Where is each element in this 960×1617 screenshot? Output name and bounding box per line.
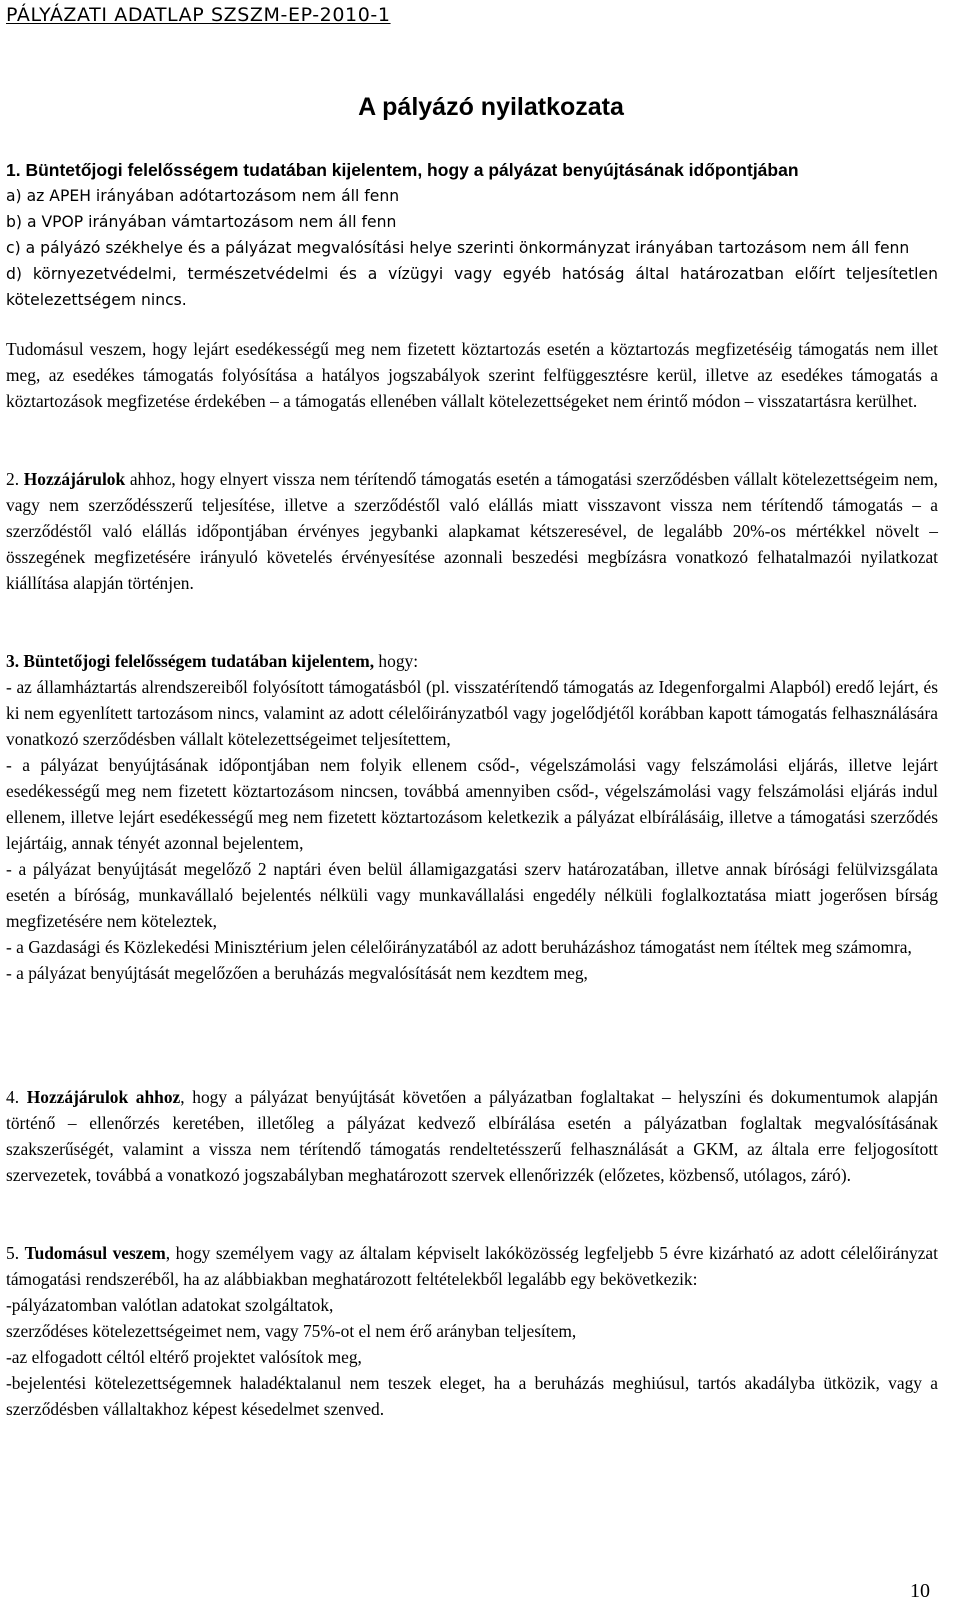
- section-1-heading: 1. Büntetőjogi felelősségem tudatában kijelentem, hogy a pályázat benyújtásának időpontjában: [6, 160, 799, 180]
- section-4-number: 4.: [6, 1087, 20, 1107]
- section-3-item: - a pályázat benyújtásának időpontjában nem folyik ellenem csőd-, végelszámolási vagy felszámolási eljárás, illetve lejárt esedékességű meg nem fizetett köztartozásom nincsen, továbbá amennyiben csőd-, végelszámolási vagy felszámolási eljárás indul ellenem, illetve lejárt esedékességű meg nem fizetett köztartozásom keletkezik a pályázat elbírálásáig, illetve a támogatási szerződés lejártáig, annak tényét azonnal bejelentem,: [6, 755, 938, 853]
- section-3-lead: 3. Büntetőjogi felelősségem tudatában kijelentem,: [6, 651, 375, 671]
- section-3-item: - a pályázat benyújtását megelőző 2 naptári éven belül államigazgatási szerv határozatában, illetve annak bírósági felülvizsgálata esetén a bíróság, munkavállaló bejelentés nélküli vagy munkavállalási engedély nélküli foglalkoztatása miatt jogerősen bírság megfizetésére nem köteleztek,: [6, 859, 938, 931]
- section-2-lead: Hozzájárulok: [23, 469, 126, 489]
- section-1-acknowledgement: [6, 336, 938, 414]
- section-2: [6, 466, 938, 596]
- section-3: [6, 648, 938, 986]
- section-4-paragraph: [6, 1084, 938, 1188]
- section-5-item: -pályázatomban valótlan adatokat szolgáltatok,: [6, 1295, 334, 1315]
- page-title: A pályázó nyilatkozata: [358, 93, 624, 121]
- section-5-text: , hogy személyem vagy az általam képviselt lakóközösség legfeljebb 5 évre kizárható az adott célelőirányzat támogatási rendszeréből, ha az alábbiakban meghatározott feltételekből legalább egy bekövetkezik:: [6, 1243, 938, 1289]
- section-5-number: 5.: [6, 1243, 20, 1263]
- section-1-item-d: d) környezetvédelmi, természetvédelmi és a vízügyi vagy egyéb hatóság által határozatban előírt teljesítetlen kötelezettségem nincs.: [6, 265, 938, 309]
- section-4-text: , hogy a pályázat benyújtását követően a pályázatban foglaltakat – helyszíni és dokumentumok alapján történő – ellenőrzés keretében, illetőleg a pályázat kedvező elbírálása esetén a pályázatban foglaltak megvalósításának szakszerűségét, valamint a vissza nem térítendő támogatás rendeltetésszerű felhasználását a GKM, az általa erre feljogosított szervezetek, továbbá a vonatkozó jogszabályban meghatározott szervek ellenőrizzék (előzetes, közbenső, utólagos, záró).: [6, 1087, 938, 1185]
- section-3-item: - az államháztartás alrendszereiből folyósított támogatásból (pl. visszatérítendő támogatás az Idegenforgalmi Alapból) eredő lejárt, és ki nem egyenlített tartozásom nincs, valamint az adott célelőirányzatból vagy jogelődjétől korábban kapott támogatás felhasználására vonatkozó szerződésben vállalt kötelezettségeimet teljesítettem,: [6, 677, 938, 749]
- page-number: 10: [910, 1580, 930, 1602]
- section-2-paragraph: [6, 466, 938, 596]
- section-5-item: szerződéses kötelezettségeimet nem, vagy 75%-ot el nem érő arányban teljesítem,: [6, 1321, 577, 1341]
- section-5-lead: Tudomásul veszem: [24, 1243, 166, 1263]
- acknowledgement-text: Tudomásul veszem, hogy lejárt esedékességű meg nem fizetett köztartozás esetén a köztartozás megfizetéséig támogatás nem illet meg, az esedékes támogatás folyósítása a hatályos jogszabályok szerint felfüggesztésre kerül, illetve az esedékes támogatás a köztartozások megfizetése érdekében – a támogatás ellenében vállalt kötelezettségeket nem érintő módon – visszatartásra kerülhet.: [6, 339, 938, 411]
- section-4: [6, 1084, 938, 1188]
- section-2-number: 2.: [6, 469, 20, 489]
- section-5: [6, 1240, 938, 1422]
- section-3-item: - a pályázat benyújtását megelőzően a beruházás megvalósítását nem kezdtem meg,: [6, 963, 588, 983]
- section-1: [6, 157, 938, 313]
- section-5-item: -bejelentési kötelezettségemnek haladéktalanul nem teszek eleget, ha a beruházás meghiúsul, tartós akadályba ütközik, vagy a szerződésben vállaltakhoz képest késedelmet szenved.: [6, 1373, 938, 1419]
- section-4-lead: Hozzájárulok ahhoz: [26, 1087, 181, 1107]
- section-3-item: - a Gazdasági és Közlekedési Minisztérium jelen célelőirányzatából az adott beruházáshoz támogatást nem ítéltek meg számomra,: [6, 937, 912, 957]
- section-3-lead-tail: hogy:: [374, 651, 419, 671]
- section-5-item: -az elfogadott céltól eltérő projektet valósítok meg,: [6, 1347, 362, 1367]
- section-1-item-c: c) a pályázó székhelye és a pályázat megvalósítási helye szerinti önkormányzat irányában tartozásom nem áll fenn: [6, 239, 910, 257]
- section-5-paragraph: [6, 1240, 938, 1292]
- section-2-text: ahhoz, hogy elnyert vissza nem térítendő támogatás esetén a támogatási szerződésben vállalt kötelezettségeim nem, vagy nem szerződésszerű teljesítése, illetve a szerződéstől való elállás miatt visszavont vissza nem térítendő támogatás – a szerződéstől való elállás időpontjában érvényes jegybanki alapkamat kétszeresével, de legalább 20%-os mértékkel növelt – összegének megfizetésére irányuló követelés érvényesítése azonnali beszedési megbízásra vonatkozó felhatalmazói nyilatkozat kiállítása alapján történjen.: [6, 469, 938, 593]
- section-1-item-a: a) az APEH irányában adótartozásom nem áll fenn: [6, 187, 400, 205]
- form-header: PÁLYÁZATI ADATLAP SZSZM-EP-2010-1: [6, 4, 391, 26]
- section-3-heading: [6, 648, 938, 674]
- section-1-item-b: b) a VPOP irányában vámtartozásom nem áll fenn: [6, 213, 397, 231]
